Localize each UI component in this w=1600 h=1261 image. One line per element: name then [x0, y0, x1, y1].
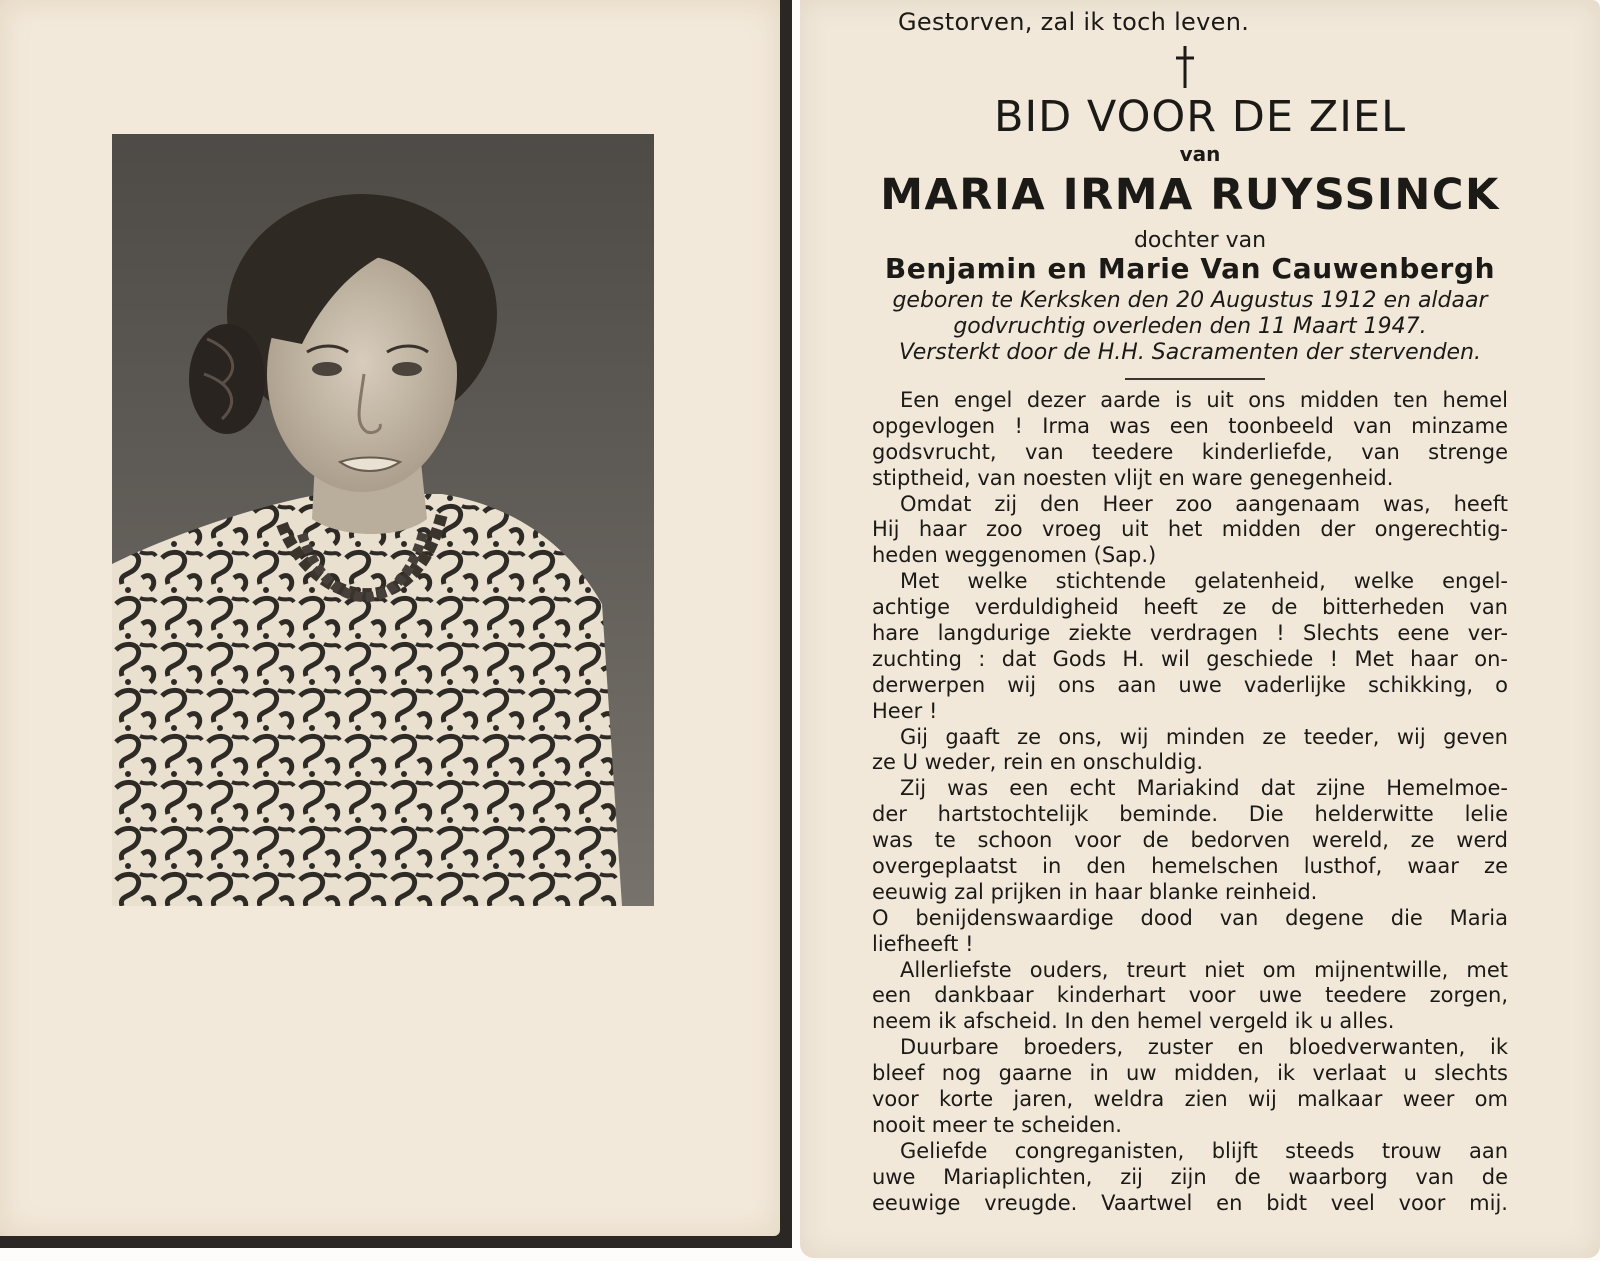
eulogy-line: ze U weder, rein en onschuldig. [872, 750, 1204, 775]
eulogy-line: Allerliefste ouders, treurt niet om mijnentwille, met [900, 957, 1508, 982]
eulogy-line: overgeplaatst in den hemelschen lusthof, waar ze [872, 854, 1508, 879]
eulogy-line: opgevlogen ! Irma was een toonbeeld van minzame [872, 413, 1508, 438]
eulogy-text [872, 388, 1508, 1217]
divider-rule [1125, 378, 1265, 380]
motto-text: Gestorven, zal ik toch leven. [898, 8, 1250, 36]
deceased-name: MARIA IRMA RUYSSINCK [880, 170, 1500, 220]
eulogy-line: zuchting : dat Gods H. wil geschiede ! Met haar on- [872, 646, 1508, 671]
eulogy-line: hare langdurige ziekte verdragen ! Slechts eene ver- [872, 621, 1508, 646]
eulogy-line: bleef nog gaarne in uw midden, ik verlaat u slechts [872, 1061, 1508, 1086]
eulogy-line: Heer ! [872, 698, 938, 723]
eulogy-line: Omdat zij den Heer zoo aangenaam was, heeft [900, 491, 1508, 516]
sacraments-line: Versterkt door de H.H. Sacramenten der stervenden. [898, 340, 1482, 365]
eulogy-line: heden weggenomen (Sap.) [872, 543, 1157, 568]
eulogy-line: was te schoon voor de bedorven wereld, ze werd [872, 828, 1508, 853]
portrait-photo [112, 134, 654, 906]
eulogy-line: Zij was een echt Mariakind dat zijne Hemelmoe- [900, 776, 1508, 801]
eulogy-line: neem ik afscheid. In den hemel vergeld ik u alles. [872, 1009, 1395, 1034]
eulogy-line: liefheeft ! [872, 931, 974, 956]
eulogy-line: een dankbaar kinderhart voor uwe teedere zorgen, [872, 983, 1508, 1008]
death-line: godvruchtig overleden den 11 Maart 1947. [953, 314, 1427, 339]
eulogy-line: eeuwig zal prijken in haar blanke reinheid. [872, 879, 1318, 904]
eulogy-line: der hartstochtelijk beminde. Die helderwitte lelie [872, 802, 1508, 827]
eulogy-line: O benijdenswaardige dood van degene die Maria [872, 905, 1508, 930]
eulogy-line: Gij gaaft ze ons, wij minden ze teeder, wij geven [900, 724, 1508, 749]
memorial-card-front [0, 0, 780, 1236]
eulogy-line: Geliefde congreganisten, blijft steeds trouw aan [900, 1138, 1508, 1163]
eulogy-line: eeuwige vreugde. Vaartwel en bidt veel voor mij. [872, 1190, 1508, 1215]
cross-icon [1170, 44, 1200, 90]
eulogy-line: nooit meer te scheiden. [872, 1112, 1122, 1137]
van-label: van [1179, 142, 1221, 166]
eulogy-line: uwe Mariaplichten, zij zijn de waarborg van de [872, 1164, 1508, 1189]
prayer-heading: BID VOOR DE ZIEL [993, 92, 1407, 142]
eulogy-line: achtige verduldigheid heeft ze de bitterheden van [872, 595, 1508, 620]
eulogy-line: Met welke stichtende gelatenheid, welke engel- [900, 569, 1508, 594]
eulogy-line: Een engel dezer aarde is uit ons midden ten hemel [900, 388, 1508, 412]
eulogy-line: godsvrucht, van teedere kinderliefde, van strenge [872, 439, 1508, 464]
eulogy-line: derwerpen wij ons aan uwe vaderlijke schikking, o [872, 672, 1508, 697]
memorial-card-front-edge [0, 0, 792, 1248]
eulogy-line: voor korte jaren, weldra zien wij malkaar weer om [872, 1087, 1508, 1112]
daughter-of-label: dochter van [1133, 228, 1267, 253]
birth-line: geboren te Kerksken den 20 Augustus 1912 en aldaar [892, 288, 1488, 313]
parents-names: Benjamin en Marie Van Cauwenbergh [884, 252, 1496, 285]
eulogy-line: stiptheid, van noesten vlijt en ware genegenheid. [872, 465, 1394, 490]
eulogy-line: Duurbare broeders, zuster en bloedverwanten, ik [900, 1035, 1508, 1060]
eulogy-line: Hij haar zoo vroeg uit het midden der ongerechtig- [872, 517, 1508, 542]
